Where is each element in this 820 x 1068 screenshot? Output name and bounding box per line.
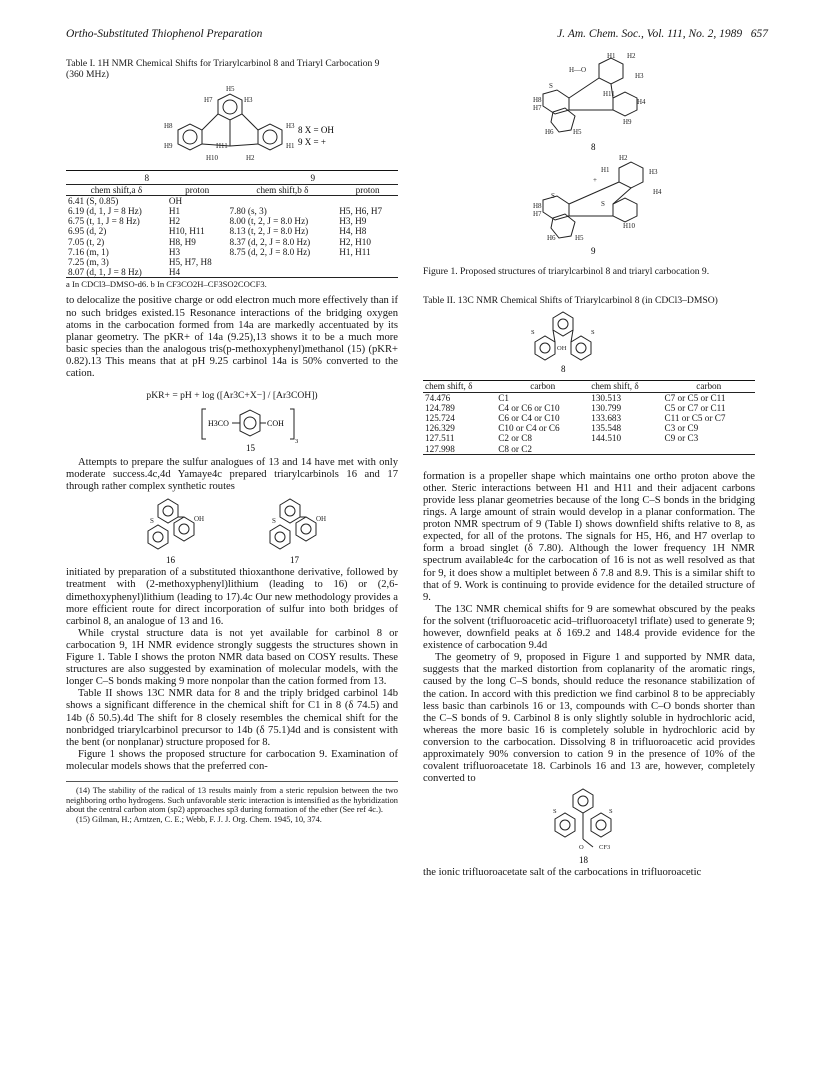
table1-row — [66, 226, 398, 236]
table2-row — [423, 413, 755, 423]
table1-col-shift9: chem shift,b δ — [228, 184, 338, 195]
table1-col-proton9: proton — [337, 184, 398, 195]
svg-text:H5: H5 — [575, 234, 584, 242]
svg-text:H10: H10 — [206, 154, 219, 163]
svg-text:H3: H3 — [286, 122, 295, 131]
svg-text:S: S — [531, 329, 535, 337]
legend-8: 8 X = OH — [298, 125, 334, 136]
table1-cell: 6.41 (S, 0.85) — [68, 195, 119, 206]
table2-cell: C11 or C5 or C7 — [664, 413, 726, 424]
table2-cell: C1 — [498, 392, 510, 403]
table1-cell: 8.37 (d, 2, J = 8.0 Hz) — [229, 236, 311, 247]
table2 — [423, 380, 755, 454]
table1-cell: H5, H7, H8 — [168, 257, 212, 268]
svg-text:H8: H8 — [533, 96, 542, 104]
right-final-line: the ionic trifluoroacetate salt of the carbocations in trifluoroacetic — [423, 867, 702, 879]
table2-cell: 144.510 — [591, 433, 622, 444]
table1-cell: 6.19 (d, 1, J = 8 Hz) — [68, 206, 142, 217]
svg-text:H2: H2 — [246, 154, 255, 163]
table2-col-shift-a: chem shift, δ — [425, 381, 473, 392]
table1-structure — [66, 84, 398, 168]
table1-caption: Table I. 1H NMR Chemical Shifts for Triarylcarbinol 8 and Triaryl Carbocation 9 (360 MHz) — [66, 58, 380, 81]
table2-cell: C7 or C5 or C11 — [664, 392, 726, 403]
table1 — [66, 170, 398, 278]
table2-cell: 126.329 — [425, 423, 455, 434]
svg-text:H3: H3 — [649, 168, 658, 176]
table1-footnote: a In CDCl3–DMSO-d6. b In CF3CO2H–CF3SO2COCF3. — [66, 279, 267, 290]
svg-text:CF3: CF3 — [599, 844, 611, 852]
running-header-journal — [557, 28, 768, 40]
table2-cell: 127.511 — [425, 433, 455, 444]
table1-cell — [228, 195, 338, 206]
svg-text:H9: H9 — [623, 118, 632, 126]
compound-15 — [66, 405, 398, 453]
table1-row — [66, 257, 398, 267]
table1-cell: H4 — [168, 267, 181, 278]
equation: pKR+ = pH + log ([Ar3C+X−] / [Ar3COH]) — [146, 390, 318, 402]
svg-text:H8: H8 — [164, 122, 173, 131]
legend-9: 9 X = + — [298, 137, 326, 148]
table2-cell: C4 or C6 or C10 — [498, 402, 560, 413]
svg-text:H—O: H—O — [569, 66, 587, 74]
table1-cell: 6.95 (d, 2) — [68, 226, 107, 237]
table1-cell — [228, 257, 338, 267]
table2-cell: C6 or C4 or C10 — [498, 413, 560, 424]
table2-col-shift-b: chem shift, δ — [591, 381, 639, 392]
carbinol-group: COH — [267, 419, 284, 429]
svg-text:H8: H8 — [533, 202, 542, 210]
table1-col-shift8: chem shift,a δ — [66, 184, 167, 195]
table1-col-proton8: proton — [167, 184, 228, 195]
table1-group-9: 9 — [310, 173, 316, 184]
svg-text:H2: H2 — [627, 52, 636, 60]
table1-cell: H2, H10 — [339, 236, 371, 247]
table2-row — [423, 444, 755, 455]
compound-16-label: 16 — [166, 555, 175, 566]
table2-row — [423, 392, 755, 403]
compound-18-label: 18 — [579, 855, 588, 866]
table1-row — [66, 216, 398, 226]
svg-text:H11: H11 — [216, 142, 228, 151]
running-header-title: Ortho-Substituted Thiophenol Preparation — [66, 28, 263, 40]
bracket-right — [290, 409, 294, 439]
left-body — [66, 295, 398, 380]
table1-cell: H5, H6, H7 — [339, 206, 383, 217]
right-column — [423, 50, 755, 879]
svg-text:OH: OH — [557, 345, 567, 353]
right-para-2: The 13C NMR chemical shifts for 9 are somewhat obscured by the peaks for the solvent (trifluoroacetic acid–trifluoroacetyl triflate) used to generate 9; however, downfield peaks at δ 169.2 and 148.4 provide evidence for the existence of carbocation 9.4d — [423, 603, 755, 652]
page-number: 657 — [750, 28, 768, 40]
compound-17-label: 17 — [290, 555, 299, 566]
left-ring — [178, 124, 202, 150]
svg-text:H4: H4 — [637, 98, 646, 106]
table1-cell: H10, H11 — [168, 226, 205, 237]
svg-text:S: S — [551, 192, 555, 200]
compound-18 — [423, 787, 755, 867]
svg-text:H3: H3 — [635, 72, 644, 80]
svg-text:H9: H9 — [164, 142, 173, 151]
table1-cell: 8.00 (t, 2, J = 8.0 Hz) — [229, 216, 309, 227]
right-para-3: The geometry of 9, proposed in Figure 1 and supported by NMR data, suggests that the marked distortion from coplanarity of the aromatic rings, caused by the long C–S bonds, should reduce the resonance stabilization of the cation. In accord with this prediction we find carbinol 8 to be appreciably less basic than carbinols 16 or 13, compounds with C–O bonds shorter than the C–S bonds of 9. Carbinol 8 is only slightly soluble in hydrochloric acid, whereas the more basic 16 is completely soluble in hydrochloric acid by conversion to the carbocation. Dissolving 8 in trifluoroacetic acid provides approximately 90% conversion to cation 9 in the presence of 10% of the covalent trifluoroacetate 18. Carbinols 16 and 13 are, however, completely converted to — [423, 652, 755, 785]
table2-row — [423, 433, 755, 443]
figure1-caption: Figure 1. Proposed structures of triarylcarbinol 8 and triaryl carbocation 9. — [423, 266, 710, 277]
table2-col-carbon-a: carbon — [530, 381, 556, 392]
fig1-label-9: 9 — [591, 246, 596, 256]
table1-cell: 7.25 (m, 3) — [68, 257, 109, 268]
compound-16-drawing — [148, 499, 194, 549]
table1-cell — [337, 267, 398, 278]
svg-text:H7: H7 — [533, 104, 542, 112]
right-ring-circle — [263, 130, 277, 144]
table2-row — [423, 403, 755, 413]
anisyl-ring — [240, 410, 260, 436]
table2-cell: C5 or C7 or C11 — [664, 402, 726, 413]
table1-row — [66, 267, 398, 278]
table1-row — [66, 206, 398, 216]
svg-text:+: + — [593, 176, 597, 184]
svg-text:S: S — [150, 517, 154, 526]
svg-text:H7: H7 — [533, 210, 542, 218]
table1-cell: 8.07 (d, 1, J = 8 Hz) — [68, 267, 142, 278]
footnote-14: (14) The stability of the radical of 13 results mainly from a steric repulsion between the two neighboring ortho hydrogens. Such unfavorable steric interaction is intensified as the hybridization about the central carbon atom (sp2) approaches sp3 during formation of the ether (See ref 4c.). — [66, 785, 398, 815]
svg-text:OH: OH — [194, 515, 205, 524]
table2-cell: 135.548 — [591, 423, 622, 434]
table1-cell: 8.75 (d, 2, J = 8.0 Hz) — [229, 246, 311, 257]
table1-cell: H1, H11 — [339, 246, 371, 257]
svg-text:S: S — [601, 200, 605, 208]
table2-cell: C10 or C4 or C6 — [498, 423, 560, 434]
left-para-6: Figure 1 shows the proposed structure for carbocation 9. Examination of molecular models shows that the preferred con- — [66, 748, 398, 772]
left-para-2: Attempts to prepare the sulfur analogues of 13 and 14 have met with only moderate success.4c,4d Yamaye4c prepared triarylcarbinols 16 and 17 through rather complex synthetic routes — [66, 457, 398, 493]
table2-cell: 125.724 — [425, 413, 455, 424]
table2-cell: 130.799 — [591, 402, 622, 413]
table2-caption: Table II. 13C NMR Chemical Shifts of Triarylcarbinol 8 (in CDCl3–DMSO) — [423, 295, 718, 307]
table2-cell: C8 or C2 — [498, 443, 532, 454]
table1-cell: 7.05 (t, 2) — [68, 236, 105, 247]
fig1-label-8: 8 — [591, 142, 596, 152]
subscript-3: 3 — [295, 438, 299, 446]
svg-text:S: S — [549, 82, 553, 90]
table1-cell: H4, H8 — [339, 226, 367, 237]
table2-col-carbon-b: carbon — [696, 381, 722, 392]
table2-cell — [589, 444, 662, 455]
compound-17-drawing — [270, 499, 316, 549]
figure1 — [423, 50, 755, 264]
bracket-left — [202, 409, 206, 439]
left-para-4: While crystal structure data is not yet available for carbinol 8 or carbocation 9, 1H NMR evidence strongly suggests the structures shown in Figure 1. Table I shows the proton NMR data based on COSY results. These structures are also suggested by examination of molecular models, with the longer C–S bonds making 9 more nonpolar than the cation formed from 13. — [66, 627, 398, 688]
table2-cell: C9 or C3 — [664, 433, 699, 444]
svg-text:H3: H3 — [244, 96, 253, 105]
left-para-1: to delocalize the positive charge or odd electron much more effectively than if no such bridges existed.15 Resonance interactions of the bridging oxygen atoms in the carbocation formed from 14a are markedly accentuated by its planar geometry. The pKR+ of 14a (9.25),13 shows it to be a much more basic species than the analogous tris(p-methoxyphenyl)methanol (15) (pKR+ 0.82).13 This means that at pH 9.25 carbinol 14a is 50% converted to the cation. — [66, 295, 398, 379]
left-para-5: Table II shows 13C NMR data for 8 and the triply bridged carbinol 14b shows a significant difference in the chemical shift for C1 in 8 (δ 74.5) and 14b (δ 50.5).4d The shift for 8 closely resembles the chemical shift for the nonbridged triarylcarbinol precursor to 14b (δ 75.1)4d and is consistent with the bent (or nonplanar) structure proposed for 8. — [66, 688, 398, 748]
table2-structure — [423, 306, 755, 378]
right-para-1: formation is a propeller shape which maintains one ortho proton above the other. Steric interactions between H1 and H11 and their adjacent carbons provide less planar geometries because of the long C–S bonds in the bridging rings. A large amount of strain would develop in a planar conformation. The proton NMR spectrum of 9 (Table I) shows downfield shifts relative to 8, as expected, for all of the protons. The signals for H5, H6, and H7 overlap to form a broad singlet (δ 7.80). Although the lower frequency 1H NMR spectrum available4c for the carbocation of 16 is not as well resolved as that for 9, it does show a multiplet between δ 7.8 and 8.9. This is a similar shift to that of 9. Work is continuing to provide evidence for the detailed structure of 9. — [423, 470, 755, 603]
table2-structure-label: 8 — [561, 364, 566, 375]
compound-15-label: 15 — [246, 443, 255, 454]
table2-row — [423, 423, 755, 433]
svg-text:S: S — [609, 808, 613, 816]
table1-cell — [337, 257, 398, 267]
table1-group-8: 8 — [144, 173, 150, 184]
top-ring-circle — [223, 100, 237, 114]
svg-text:O: O — [579, 844, 584, 852]
compounds-16-17 — [66, 493, 398, 567]
svg-text:H10: H10 — [623, 222, 636, 230]
bond-right — [242, 114, 258, 130]
table1-cell: H2 — [168, 216, 181, 227]
table2-cell: 74.476 — [425, 392, 451, 403]
table2-cell: 127.998 — [425, 443, 455, 454]
table2-cell: C3 or C9 — [664, 423, 699, 434]
svg-text:H7: H7 — [204, 96, 213, 105]
table2-cell: 130.513 — [591, 392, 622, 403]
svg-text:H1: H1 — [286, 142, 295, 151]
left-column — [66, 58, 398, 824]
table2-cell — [663, 444, 755, 455]
table1-row — [66, 237, 398, 247]
svg-text:H1: H1 — [601, 166, 610, 174]
table1-cell: 7.80 (s, 3) — [229, 206, 267, 217]
right-body — [423, 471, 755, 785]
top-ring — [218, 94, 242, 120]
svg-text:H5: H5 — [573, 128, 582, 136]
table1-cell: H3, H9 — [339, 216, 367, 227]
svg-text:H5: H5 — [226, 85, 235, 94]
table1-cell: OH — [168, 195, 183, 206]
right-ring — [258, 124, 282, 150]
svg-text:S: S — [553, 808, 557, 816]
svg-text:H4: H4 — [653, 188, 662, 196]
table1-cell: 8.13 (t, 2, J = 8.0 Hz) — [229, 226, 309, 237]
table1-cell — [337, 195, 398, 206]
footnote-15: (15) Gilman, H.; Arntzen, C. E.; Webb, F. J. J. Org. Chem. 1945, 10, 374. — [76, 814, 322, 824]
svg-text:OH: OH — [316, 515, 327, 524]
left-para-3: initiated by preparation of a substituted thioxanthone derivative, followed by treatment with (2-methoxyphenyl)lithium (leading to 16) or (2,6-dimethoxyphenyl)lithium (leading to 17).4c Our new methodology provides a more efficient route for direct incorporation of sulfur into both bridges of carbinol 8, an analogue of 13 and 16. — [66, 567, 398, 627]
svg-text:H1: H1 — [607, 52, 616, 60]
table1-row — [66, 247, 398, 257]
methoxy-group: H3CO — [208, 419, 229, 429]
table1-row — [66, 195, 398, 206]
table1-cell: 7.16 (m, 1) — [68, 246, 109, 257]
table1-cell — [228, 267, 338, 278]
journal-citation: J. Am. Chem. Soc., Vol. 111, No. 2, 1989 — [557, 28, 743, 40]
table2-cell: 133.683 — [591, 413, 622, 424]
svg-text:H6: H6 — [545, 128, 554, 136]
table1-cell: 6.75 (t, 1, J = 8 Hz) — [68, 216, 140, 227]
left-ring-circle — [183, 130, 197, 144]
svg-text:H6: H6 — [547, 234, 556, 242]
anisyl-ring-circle — [244, 417, 256, 429]
table1-cell: H8, H9 — [168, 236, 196, 247]
svg-text:S: S — [272, 517, 276, 526]
footnotes — [66, 781, 398, 824]
table2-cell: C2 or C8 — [498, 433, 532, 444]
table1-cell: H3 — [168, 246, 181, 257]
bond-left — [202, 114, 218, 130]
svg-text:S: S — [591, 329, 595, 337]
table2-cell: 124.789 — [425, 402, 455, 413]
table1-cell: H1 — [168, 206, 181, 217]
svg-text:H11: H11 — [603, 90, 615, 98]
svg-text:H2: H2 — [619, 154, 628, 162]
